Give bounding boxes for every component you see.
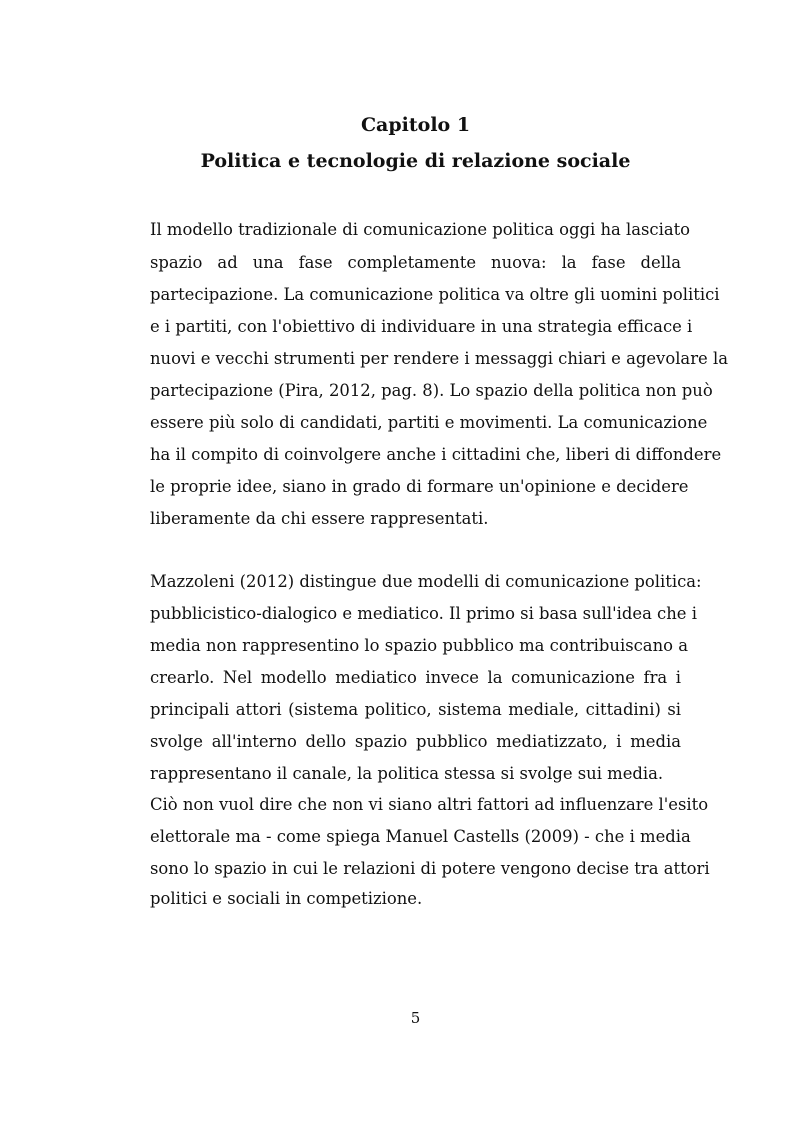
paragraph-line: partecipazione. La comunicazione politica va oltre gli uomini politici <box>150 285 720 304</box>
paragraph-line: svolge all'interno dello spazio pubblico mediatizzato, i media <box>150 732 681 751</box>
paragraph-line: media non rappresentino lo spazio pubblico ma contribuiscano a <box>150 636 688 655</box>
chapter-title: Politica e tecnologie di relazione sociale <box>200 150 631 172</box>
paragraph-line: Ciò non vuol dire che non vi siano altri fattori ad influenzare l'esito <box>150 795 709 814</box>
paragraph-line: spazio ad una fase completamente nuova: la fase della <box>150 253 681 272</box>
paragraph-line: essere più solo di candidati, partiti e movimenti. La comunicazione <box>150 413 708 432</box>
paragraph-line: e i partiti, con l'obiettivo di individuare in una strategia efficace i <box>150 317 693 336</box>
paragraph-line: elettorale ma - come spiega Manuel Castells (2009) - che i media <box>150 827 691 846</box>
paragraph-line: sono lo spazio in cui le relazioni di potere vengono decise tra attori <box>150 859 710 878</box>
paragraph-line: crearlo. Nel modello mediatico invece la comunicazione fra i <box>150 668 681 687</box>
paragraph-line: le proprie idee, siano in grado di formare un'opinione e decidere <box>150 477 689 496</box>
paragraph-line: nuovi e vecchi strumenti per rendere i messaggi chiari e agevolare la <box>150 349 728 368</box>
paragraph-line: Il modello tradizionale di comunicazione politica oggi ha lasciato <box>150 220 691 239</box>
paragraph-line: ha il compito di coinvolgere anche i cittadini che, liberi di diffondere <box>150 445 722 464</box>
chapter-number: Capitolo 1 <box>360 114 471 136</box>
paragraph-line: Mazzoleni (2012) distingue due modelli di comunicazione politica: <box>150 572 702 591</box>
paragraph-line: partecipazione (Pira, 2012, pag. 8). Lo spazio della politica non può <box>150 381 713 400</box>
paragraph-line: politici e sociali in competizione. <box>150 889 423 908</box>
page-number: 5 <box>410 1009 421 1027</box>
paragraph-line: liberamente da chi essere rappresentati. <box>150 509 489 528</box>
paragraph-line: pubblicistico-dialogico e mediatico. Il primo si basa sull'idea che i <box>150 604 697 623</box>
paragraph-line: rappresentano il canale, la politica stessa si svolge sui media. <box>150 764 664 783</box>
paragraph-line: principali attori (sistema politico, sistema mediale, cittadini) si <box>150 700 681 719</box>
